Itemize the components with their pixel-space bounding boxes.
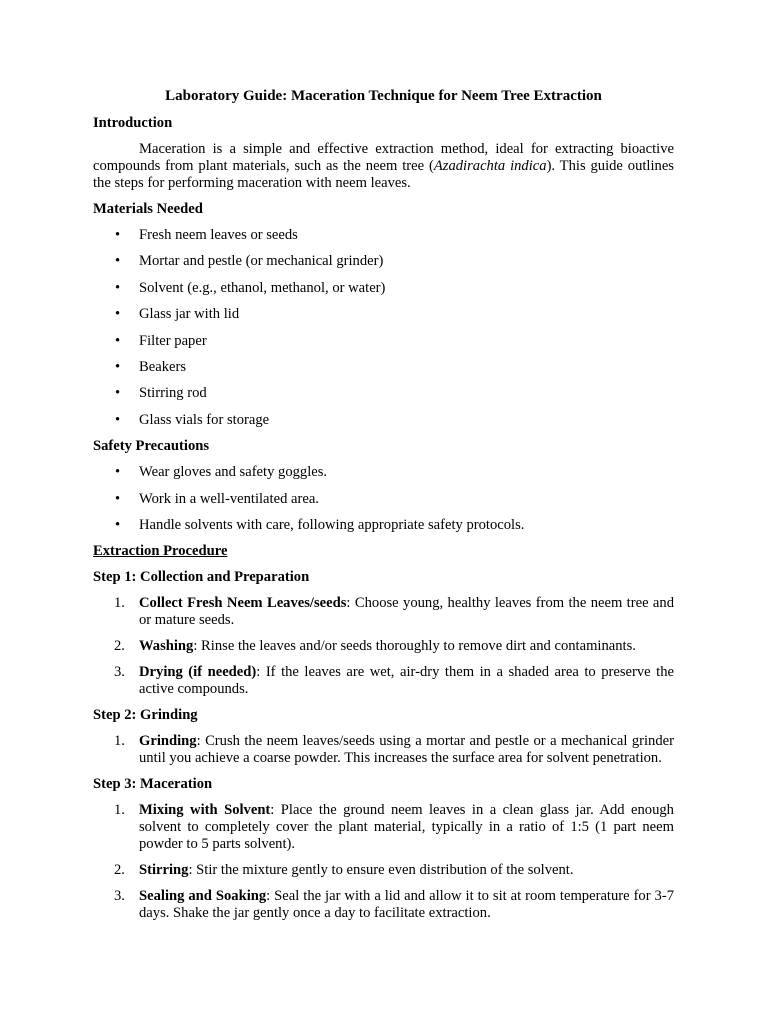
item-text: : Place the ground neem leaves in a clean glass jar. Add enough solvent to completely cover the plant material, typically in a ratio of 1:5 (1 part neem powder to 5 parts solvent). xyxy=(139,802,674,853)
item-text: : Crush the neem leaves/seeds using a mortar and pestle or a mechanical grinder until you achieve a coarse powder. This increases the surface area for solvent penetration. xyxy=(139,733,674,767)
list-item xyxy=(93,253,674,270)
list-item-text: Filter paper xyxy=(139,332,207,349)
item-label: Mixing with Solvent xyxy=(139,802,271,819)
bullet-icon: • xyxy=(115,306,121,323)
procedure-heading: Extraction Procedure xyxy=(93,543,228,560)
list-item xyxy=(93,464,674,481)
intro-text-after: ). This guide outlines the steps for performing maceration with neem leaves. xyxy=(93,158,674,191)
item-number: 2. xyxy=(114,862,125,879)
introduction-paragraph xyxy=(93,141,674,192)
item-number: 1. xyxy=(114,802,125,819)
list-item-text: Wear gloves and safety goggles. xyxy=(139,464,328,481)
item-text: : Rinse the leaves and/or seeds thoroughly to remove dirt and contaminants. xyxy=(193,638,636,655)
materials-list xyxy=(93,227,674,429)
item-text: : If the leaves are wet, air-dry them in a shaded area to preserve the active compounds. xyxy=(139,664,674,698)
list-item xyxy=(93,280,674,297)
safety-list xyxy=(93,464,674,534)
item-label: Grinding xyxy=(139,733,197,750)
item-label: Stirring xyxy=(139,862,189,879)
bullet-icon: • xyxy=(115,358,121,375)
item-number: 1. xyxy=(114,733,125,750)
materials-heading: Materials Needed xyxy=(93,201,203,217)
intro-text-before: Maceration is a simple and effective extraction method, ideal for extracting bioactive compounds from plant materials, such as the neem tree ( xyxy=(93,141,674,174)
item-text: : Seal the jar with a lid and allow it to sit at room temperature for 3-7 days. Shake the jar gently once a day to facilitate extraction. xyxy=(139,888,674,922)
item-number: 1. xyxy=(114,595,125,612)
step1-heading: Step 1: Collection and Preparation xyxy=(93,569,310,586)
list-item-text: Glass jar with lid xyxy=(139,306,240,323)
bullet-icon: • xyxy=(115,464,121,481)
item-label: Collect Fresh Neem Leaves/seeds xyxy=(139,595,347,612)
list-item-text: Solvent (e.g., ethanol, methanol, or water) xyxy=(139,279,386,296)
list-item-text: Fresh neem leaves or seeds xyxy=(139,227,298,243)
list-item-text: Beakers xyxy=(139,358,187,375)
list-item-text: Mortar and pestle (or mechanical grinder) xyxy=(139,253,384,270)
item-label: Washing xyxy=(139,638,194,655)
list-item xyxy=(93,862,674,879)
item-number: 3. xyxy=(114,664,125,681)
bullet-icon: • xyxy=(115,279,121,296)
bullet-icon: • xyxy=(115,411,121,428)
item-number: 2. xyxy=(114,638,125,655)
step1-list xyxy=(93,595,674,698)
bullet-icon: • xyxy=(115,516,121,533)
step2-list xyxy=(93,733,674,767)
introduction-heading: Introduction xyxy=(93,115,173,131)
item-text: : Stir the mixture gently to ensure even distribution of the solvent. xyxy=(188,862,574,879)
list-item xyxy=(93,333,674,350)
list-item xyxy=(93,385,674,402)
step2-heading: Step 2: Grinding xyxy=(93,707,198,724)
list-item xyxy=(93,638,674,655)
list-item-text: Work in a well-ventilated area. xyxy=(139,490,319,507)
item-number: 3. xyxy=(114,888,125,905)
item-text: : Choose young, healthy leaves from the neem tree and or mature seeds. xyxy=(139,595,675,629)
bullet-icon: • xyxy=(115,332,121,349)
list-item xyxy=(93,888,674,922)
list-item xyxy=(93,359,674,376)
document-title: Laboratory Guide: Maceration Technique for Neem Tree Extraction xyxy=(165,88,602,104)
list-item-text: Handle solvents with care, following appropriate safety protocols. xyxy=(139,516,525,533)
list-item xyxy=(93,733,674,767)
list-item xyxy=(93,491,674,508)
list-item xyxy=(93,664,674,698)
list-item-text: Stirring rod xyxy=(139,385,207,402)
list-item xyxy=(93,802,674,853)
bullet-icon: • xyxy=(115,490,121,507)
intro-species-name: Azadirachta indica xyxy=(433,158,547,174)
bullet-icon: • xyxy=(115,227,121,243)
list-item xyxy=(93,517,674,534)
list-item xyxy=(93,227,674,244)
list-item-text: Glass vials for storage xyxy=(139,411,270,428)
item-label: Drying (if needed) xyxy=(139,664,257,681)
safety-heading: Safety Precautions xyxy=(93,438,210,455)
step3-list xyxy=(93,802,674,922)
list-item xyxy=(93,412,674,429)
step3-heading: Step 3: Maceration xyxy=(93,776,213,793)
list-item xyxy=(93,595,674,629)
item-label: Sealing and Soaking xyxy=(139,888,267,905)
bullet-icon: • xyxy=(115,385,121,402)
list-item xyxy=(93,306,674,323)
bullet-icon: • xyxy=(115,253,121,270)
